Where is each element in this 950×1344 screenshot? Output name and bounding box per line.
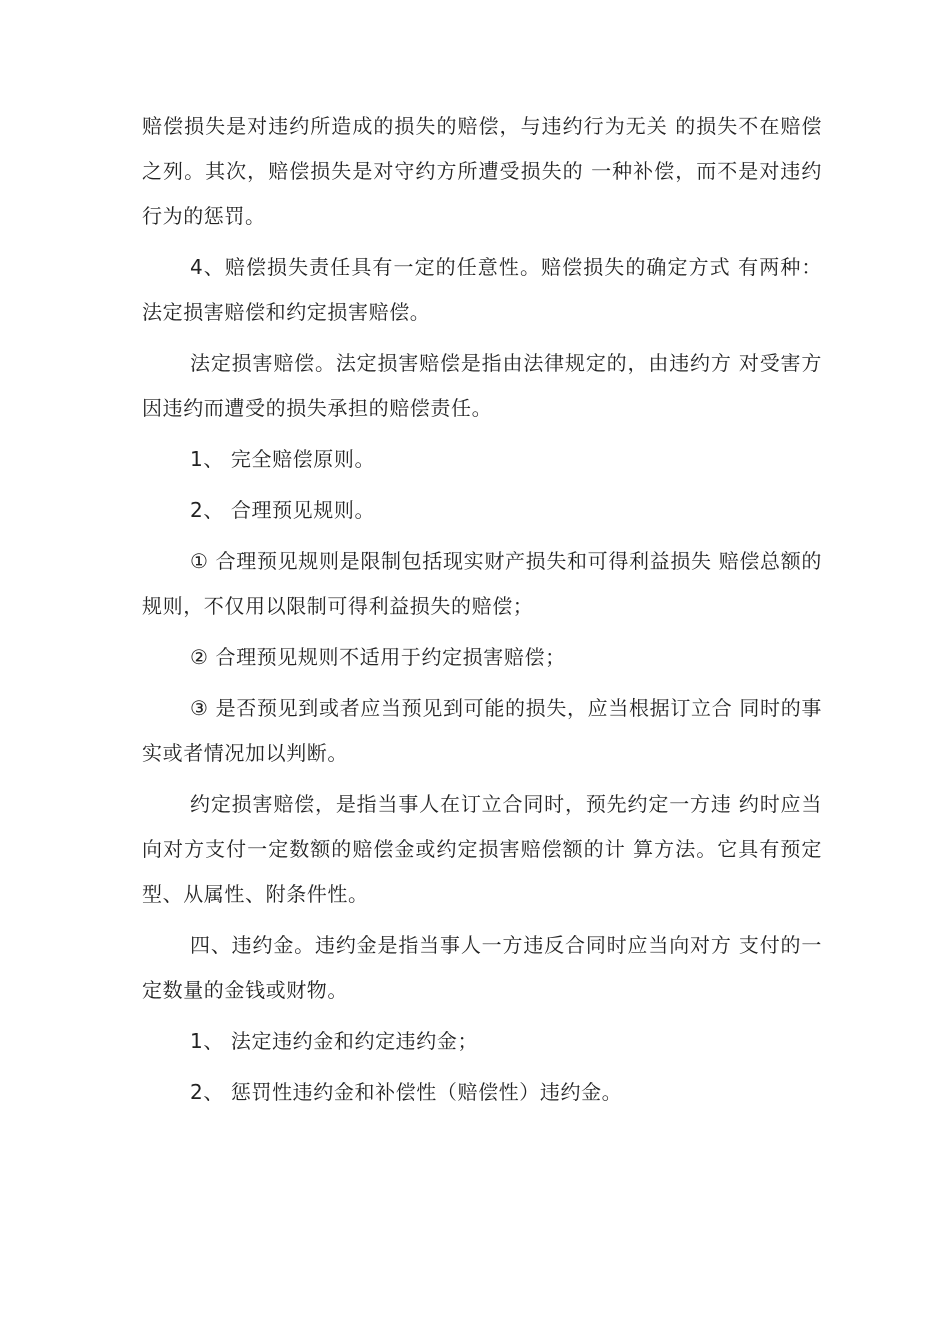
paragraph: 4、赔偿损失责任具有一定的任意性。赔偿损失的确定方式 有两种：法定损害赔偿和约定损害赔偿。: [142, 255, 822, 324]
paragraph: 赔偿损失是对违约所造成的损失的赔偿，与违约行为无关 的损失不在赔偿之列。其次，赔偿损失是对守约方所遭受损失的 一种补偿，而不是对违约行为的惩罚。: [142, 114, 822, 228]
list-item: 1、 法定违约金和约定违约金；: [190, 1029, 479, 1053]
list-item: ② 合理预见规则不适用于约定损害赔偿；: [190, 645, 566, 669]
list-item: 2、 惩罚性违约金和补偿性（赔偿性）违约金。: [190, 1080, 623, 1104]
list-item: 2、 合理预见规则。: [190, 498, 376, 522]
paragraph: 约定损害赔偿，是指当事人在订立合同时，预先约定一方违 约时应当向对方支付一定数额的赔偿金或约定损害赔偿额的计 算方法。它具有预定型、从属性、附条件性。: [142, 792, 822, 906]
list-item: ① 合理预见规则是限制包括现实财产损失和可得利益损失 赔偿总额的规则，不仅用以限制可得利益损失的赔偿；: [142, 549, 823, 618]
document-body: [142, 104, 822, 1121]
paragraph: 法定损害赔偿。法定损害赔偿是指由法律规定的，由违约方 对受害方因违约而遭受的损失承担的赔偿责任。: [142, 351, 822, 420]
list-item: 1、 完全赔偿原则。: [190, 447, 376, 471]
paragraph: 四、违约金。违约金是指当事人一方违反合同时应当向对方 支付的一定数量的金钱或财物。: [142, 933, 822, 1002]
list-item: ③ 是否预见到或者应当预见到可能的损失，应当根据订立合 同时的事实或者情况加以判断。: [142, 696, 823, 765]
